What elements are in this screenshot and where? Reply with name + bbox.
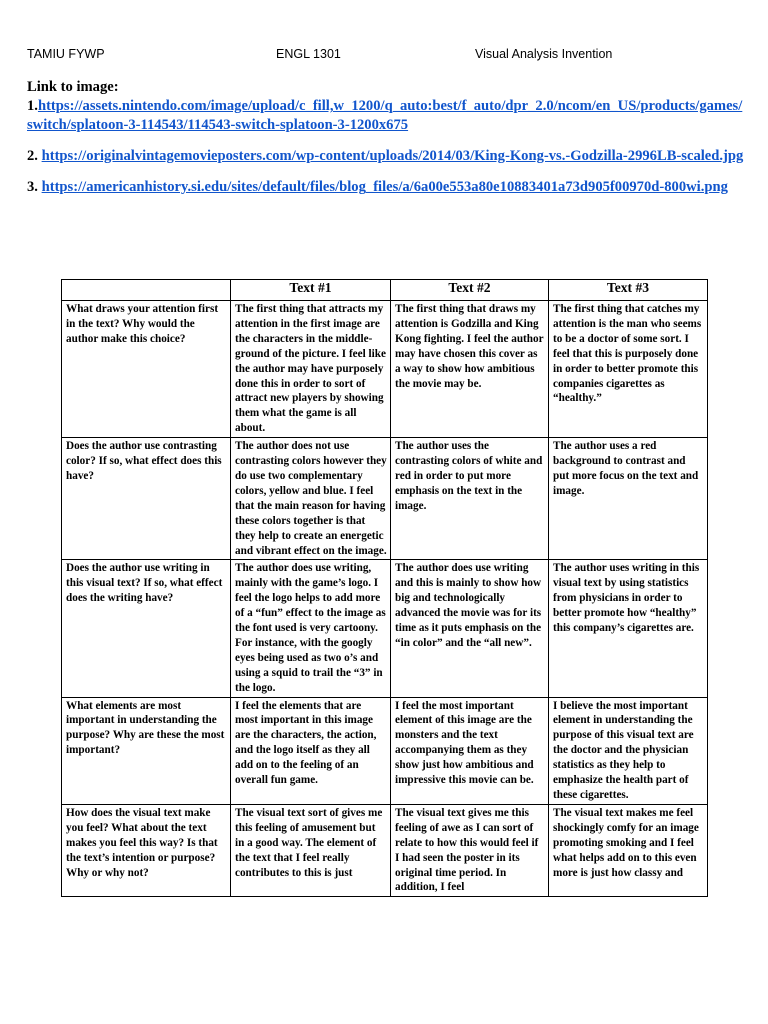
link-url-2[interactable]: https://originalvintagemovieposters.com/wp-content/uploads/2014/03/King-Kong-vs.-Godzilla-2996LB-scaled.jpg (41, 148, 744, 164)
header-cell-text2: Text #2 (391, 280, 549, 301)
answer-cell-text3: I believe the most important element in understanding the purpose of this visual text are the doctor and the physician statistics as they help to emphasize the health part of these cigarettes. (549, 697, 708, 804)
links-label: Link to image: (27, 79, 119, 95)
link-item-1 (27, 97, 747, 135)
header-cell-blank (62, 280, 231, 301)
page-header (0, 47, 768, 65)
question-cell: How does the visual text make you feel? What about the text makes you feel this way? Is that the text’s intention or purpose? Why or why not? (62, 804, 231, 896)
link-item-3 (27, 178, 747, 197)
link-item-2 (27, 147, 747, 166)
answer-cell-text2: The author uses the contrasting colors of white and red in order to put more emphasis on the text in the image. (391, 438, 549, 560)
table-row (62, 697, 708, 804)
answer-cell-text3: The first thing that catches my attention is the man who seems to be a doctor of some sort. I feel that this is purposely done in order to better promote this companies cigarettes as “healthy.” (549, 301, 708, 438)
question-cell: What draws your attention first in the text? Why would the author make this choice? (62, 301, 231, 438)
answer-cell-text1: The visual text sort of gives me this feeling of amusement but in a good way. The element of the text that I feel really contributes to this is just (231, 804, 391, 896)
header-institution: TAMIU FYWP (27, 47, 105, 61)
header-course: ENGL 1301 (276, 47, 341, 61)
answer-cell-text2: I feel the most important element of this image are the monsters and the text accompanying them as they show just how ambitious and impressive this movie can be. (391, 697, 549, 804)
answer-cell-text1: The first thing that attracts my attention in the first image are the characters in the middle-ground of the picture. I feel like the author may have purposely done this in order to sort of attract new players by showing them what the game is all about. (231, 301, 391, 438)
header-assignment: Visual Analysis Invention (475, 47, 613, 61)
header-cell-text3: Text #3 (549, 280, 708, 301)
analysis-table (61, 279, 708, 897)
question-cell: Does the author use contrasting color? If so, what effect does this have? (62, 438, 231, 560)
answer-cell-text3: The author uses a red background to contrast and put more focus on the text and image. (549, 438, 708, 560)
answer-cell-text1: I feel the elements that are most important in this image are the characters, the action, and the logo itself as they all add on to the feeling of an overall fun game. (231, 697, 391, 804)
link-prefix: 2. (27, 148, 42, 164)
table-row (62, 301, 708, 438)
question-cell: Does the author use writing in this visual text? If so, what effect does the writing have? (62, 560, 231, 697)
table-row (62, 804, 708, 896)
answer-cell-text1: The author does not use contrasting colors however they do use two complementary colors, yellow and blue. I feel that the main reason for having these colors together is that they help to create an energetic and vibrant effect on the image. (231, 438, 391, 560)
answer-cell-text2: The visual text gives me this feeling of awe as I can sort of relate to how this would feel if I had seen the poster in its original time period. In addition, I feel (391, 804, 549, 896)
table-row (62, 560, 708, 697)
image-links-section (27, 78, 747, 209)
answer-cell-text2: The first thing that draws my attention is Godzilla and King Kong fighting. I feel the author may have chosen this cover as a way to show how ambitious the movie may be. (391, 301, 549, 438)
answer-cell-text3: The visual text makes me feel shockingly comfy for an image promoting smoking and I feel what helps add on to this even more is just how classy and (549, 804, 708, 896)
question-cell: What elements are most important in understanding the purpose? Why are these the most important? (62, 697, 231, 804)
table-row (62, 438, 708, 560)
link-prefix: 1. (27, 98, 38, 114)
answer-cell-text2: The author does use writing and this is mainly to show how big and technologically advanced the movie was for its time as it puts emphasis on the “in color” and the “all new”. (391, 560, 549, 697)
header-cell-text1: Text #1 (231, 280, 391, 301)
link-url-3[interactable]: https://americanhistory.si.edu/sites/default/files/blog_files/a/6a00e553a80e10883401a73d905f00970d-800wi.png (41, 179, 728, 195)
table-header-row (62, 280, 708, 301)
answer-cell-text3: The author uses writing in this visual text by using statistics from physicians in order to better promote how “healthy” this company’s cigarettes are. (549, 560, 708, 697)
link-url-1[interactable]: https://assets.nintendo.com/image/upload/c_fill,w_1200/q_auto:best/f_auto/dpr_2.0/ncom/en_US/products/games/switch/splatoon-3-114543/114543-switch-splatoon-3-1200x675 (27, 98, 743, 133)
link-prefix: 3. (27, 179, 42, 195)
answer-cell-text1: The author does use writing, mainly with the game’s logo. I feel the logo helps to add more of a “fun” effect to the image as the font used is very cartoony. For instance, with the googly eyes being used as two o’s and using a squid to trail the “3” in the logo. (231, 560, 391, 697)
